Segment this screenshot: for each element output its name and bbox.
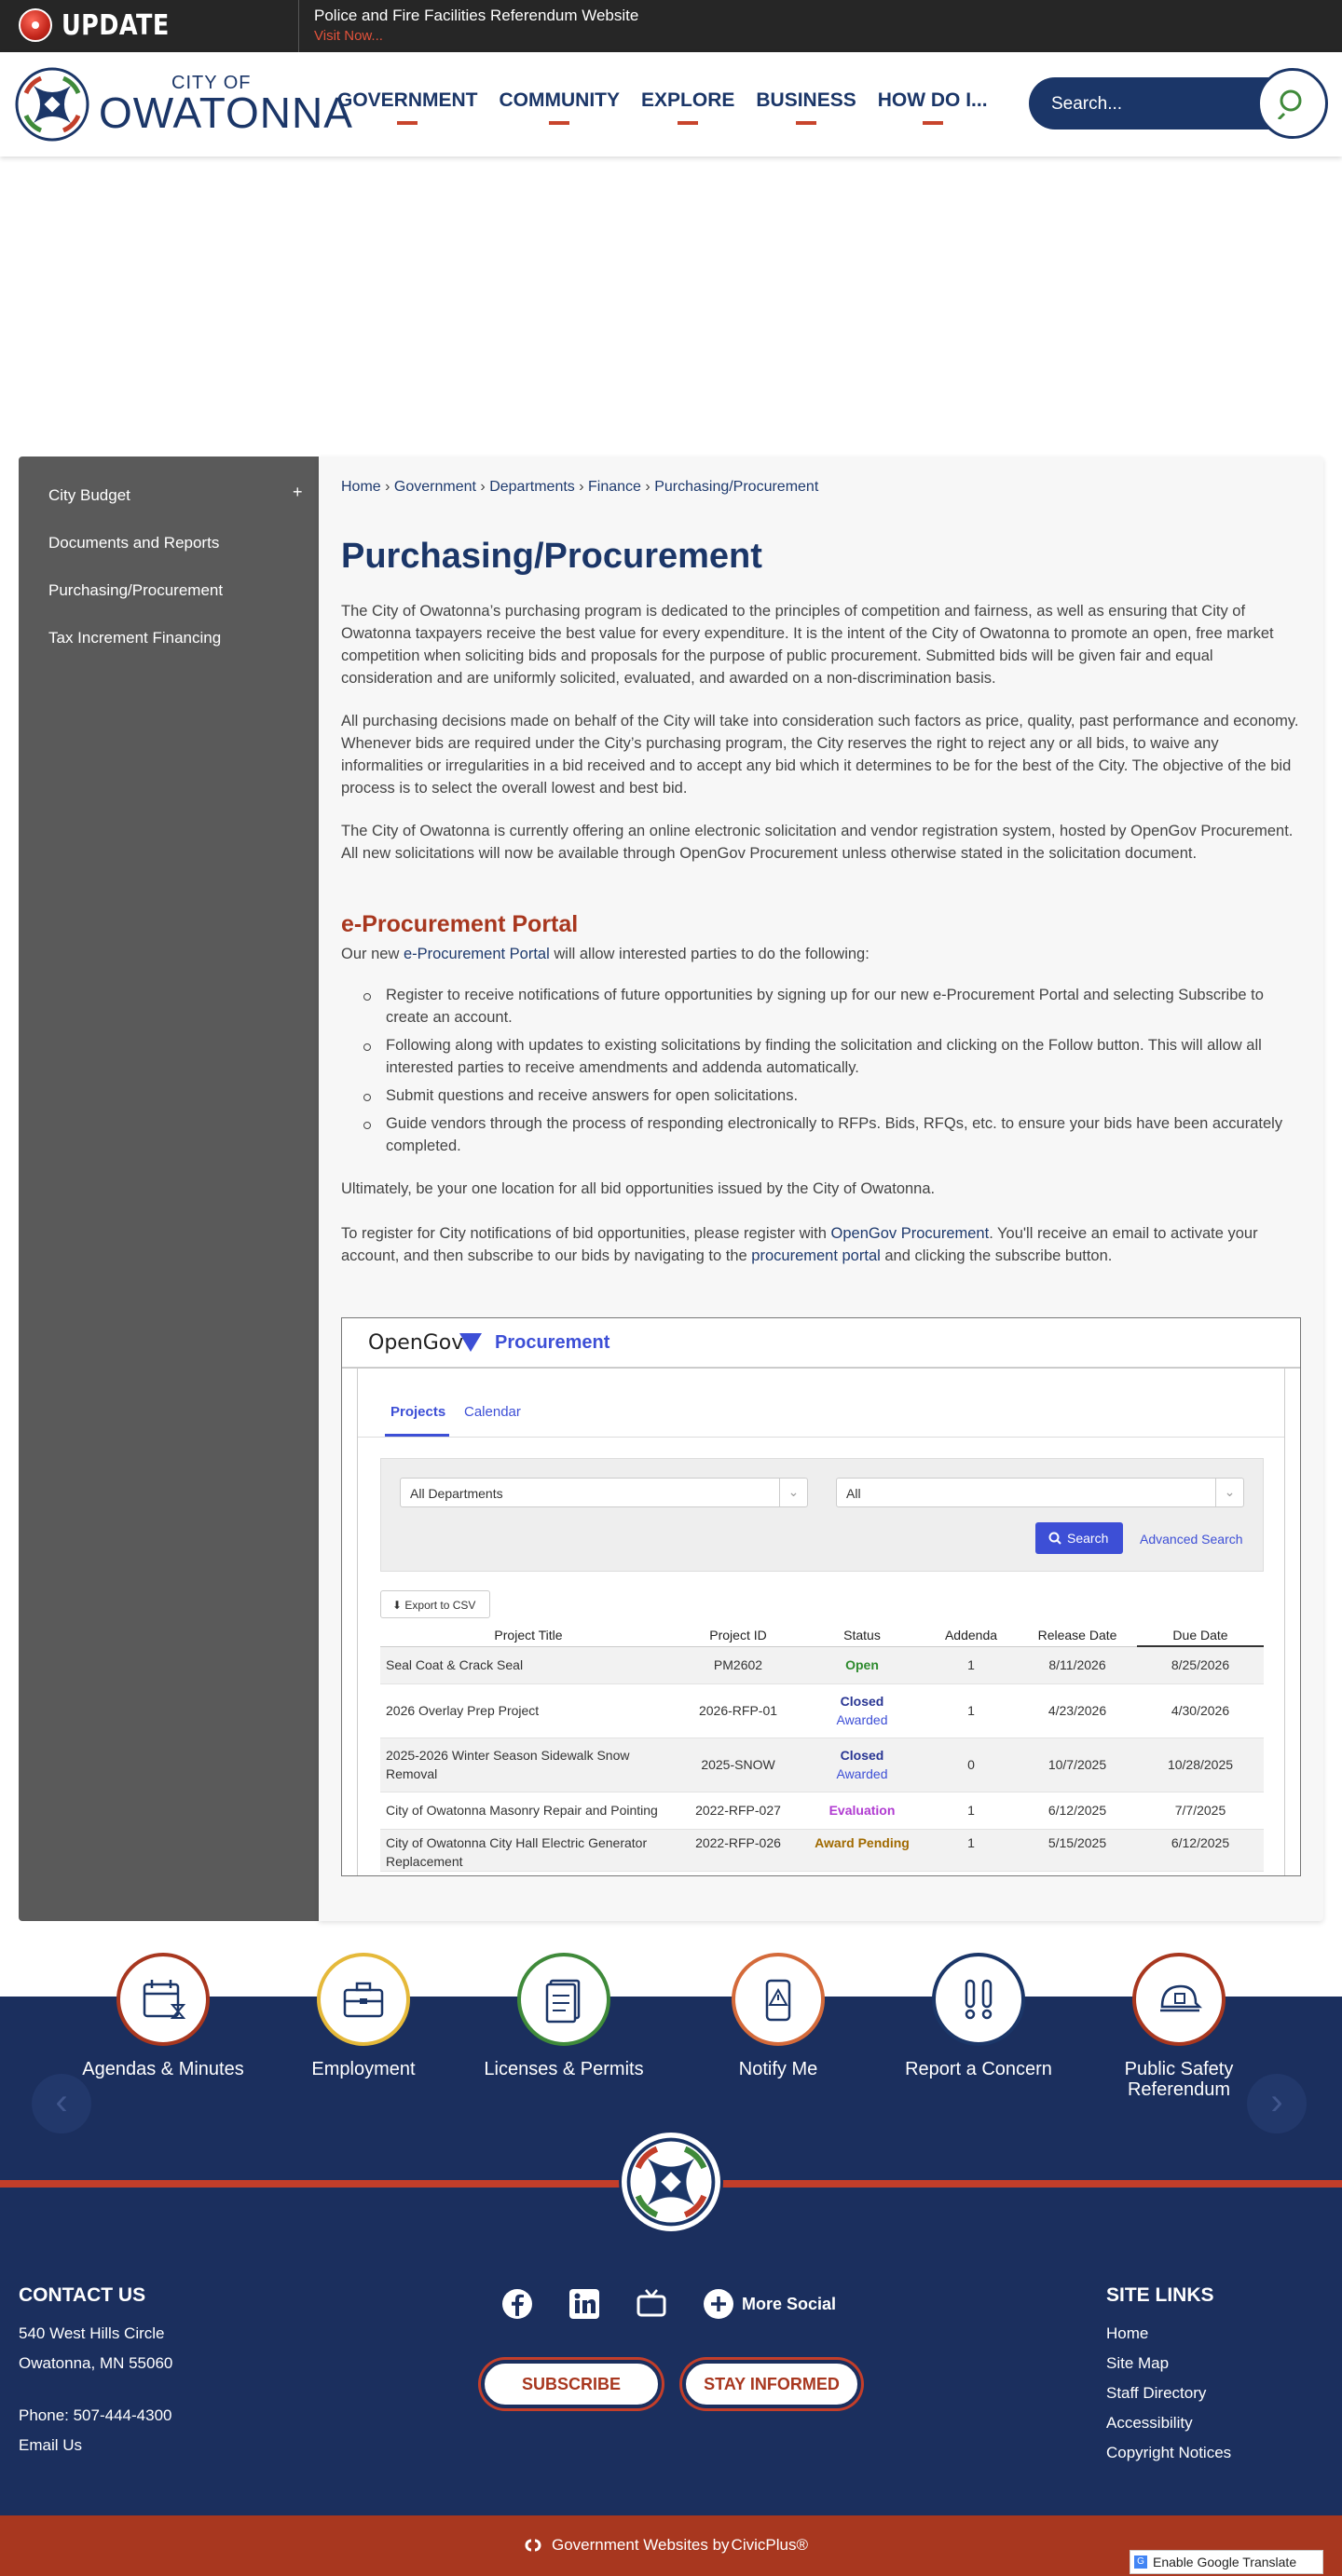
due-date: 4/30/2026 [1137, 1683, 1264, 1738]
paragraph-one-location: Ultimately, be your one location for all bid opportunities issued by the City of Owatonna. [341, 1180, 936, 1197]
address-line-1: 540 West Hills Circle [19, 2324, 165, 2342]
projects-table [380, 1624, 1264, 1872]
nav-label: EXPLORE [641, 89, 735, 111]
search-input[interactable]: Search... [1029, 77, 1299, 129]
export-label: Export to CSV [404, 1599, 476, 1612]
sidebar-item-tif[interactable]: Tax Increment Financing [48, 629, 222, 647]
nav-explore[interactable] [641, 89, 734, 112]
quicklink-notify[interactable] [680, 1953, 876, 2079]
project-id: 2022-RFP-027 [677, 1792, 800, 1829]
quicklink-label: Agendas & Minutes [82, 2059, 244, 2079]
tab-calendar[interactable]: Calendar [464, 1404, 521, 1420]
carousel-next-icon[interactable]: › [1247, 2074, 1307, 2133]
due-date: 6/12/2025 [1137, 1829, 1264, 1871]
text: To register for City notifications of bid opportunities, please register with [341, 1225, 831, 1242]
text: Our new [341, 946, 404, 962]
breadcrumb-sep: › [579, 479, 584, 495]
list-item: Submit questions and receive answers for open solicitations. [363, 1084, 1305, 1107]
exclamation-icon [932, 1953, 1025, 2046]
site-search [1029, 68, 1327, 139]
more-social-button[interactable] [703, 2288, 836, 2320]
breadcrumb-departments[interactable]: Departments [489, 479, 575, 495]
release-date: 4/23/2026 [1018, 1683, 1137, 1738]
breadcrumb-purchasing[interactable]: Purchasing/Procurement [654, 479, 819, 495]
breadcrumb [341, 479, 818, 496]
search-icon [1277, 88, 1308, 119]
project-title[interactable]: 2026 Overlay Prep Project [380, 1683, 677, 1738]
procurement-portal-link[interactable]: procurement portal [751, 1247, 881, 1264]
breadcrumb-government[interactable]: Government [393, 479, 476, 495]
project-title[interactable]: City of Owatonna City Hall Electric Generator Replacement [380, 1829, 677, 1871]
opengov-logo: OpenGov [368, 1331, 464, 1355]
alert-visit-link[interactable]: Visit Now... [314, 28, 383, 44]
status-select[interactable] [836, 1478, 1244, 1507]
project-title[interactable]: City of Owatonna Masonry Repair and Pointing [380, 1792, 677, 1829]
export-csv-button[interactable] [380, 1590, 490, 1618]
opengov-tabs [358, 1369, 1284, 1438]
column-header[interactable]: Due Date [1137, 1624, 1264, 1646]
civicplus-logo-icon [522, 2539, 544, 2552]
addenda: 1 [924, 1646, 1018, 1683]
search-projects-button[interactable] [1035, 1522, 1123, 1554]
site-links-heading: SITE LINKS [1106, 2284, 1214, 2306]
main-nav [337, 89, 1009, 112]
breadcrumb-finance[interactable]: Finance [588, 479, 641, 495]
nav-business[interactable] [756, 89, 856, 112]
opengov-logo-icon [459, 1333, 482, 1352]
due-date: 7/7/2025 [1137, 1792, 1264, 1829]
breadcrumb-home[interactable]: Home [341, 479, 381, 495]
logo-city-of: CITY OF [171, 73, 252, 93]
more-social-label: More Social [742, 2294, 837, 2313]
site-link-home[interactable]: Home [1106, 2324, 1149, 2342]
addenda: 1 [924, 1792, 1018, 1829]
project-id: 2025-SNOW [677, 1738, 800, 1792]
status-subtext: Awarded [836, 1766, 888, 1781]
breadcrumb-sep: › [480, 479, 486, 495]
project-status [800, 1646, 924, 1683]
project-title[interactable]: Seal Coat & Crack Seal [380, 1646, 677, 1683]
opengov-header [342, 1318, 1300, 1369]
project-id: 2026-RFP-01 [677, 1683, 800, 1738]
quicklink-label: Employment [311, 2059, 416, 2079]
tab-projects[interactable]: Projects [390, 1404, 446, 1420]
filter-panel [380, 1458, 1264, 1572]
plus-icon [703, 2288, 734, 2320]
status-text: Evaluation [828, 1803, 896, 1818]
project-id: PM2602 [677, 1646, 800, 1683]
department-select[interactable] [400, 1478, 808, 1507]
quicklink-licenses[interactable] [466, 1953, 662, 2079]
quicklink-agendas[interactable] [65, 1953, 261, 2079]
download-icon: ⬇ [392, 1599, 405, 1612]
contact-heading: CONTACT US [19, 2284, 146, 2306]
alert-banner [0, 0, 1342, 52]
column-header[interactable]: Status [800, 1624, 924, 1646]
project-id: 2022-RFP-026 [677, 1829, 800, 1871]
release-date: 6/12/2025 [1018, 1792, 1137, 1829]
sidebar-item-documents[interactable]: Documents and Reports [48, 534, 220, 552]
project-status [800, 1738, 924, 1792]
column-header[interactable]: Addenda [924, 1624, 1018, 1646]
column-header[interactable]: Release Date [1018, 1624, 1137, 1646]
addenda: 0 [924, 1738, 1018, 1792]
quicklink-report[interactable] [881, 1953, 1076, 2079]
document-icon [517, 1953, 610, 2046]
linkedin-icon[interactable] [568, 2288, 600, 2324]
due-date: 8/25/2026 [1137, 1646, 1264, 1683]
translate-label: Enable Google Translate [1153, 2555, 1297, 2569]
site-header [0, 52, 1342, 157]
briefcase-icon [317, 1953, 410, 2046]
quicklink-referendum[interactable] [1081, 1953, 1277, 2100]
helmet-icon [1132, 1953, 1226, 2046]
city-logo[interactable] [13, 67, 353, 142]
site-link-accessibility[interactable]: Accessibility [1106, 2414, 1193, 2432]
credit-text: Government Websites by [552, 2536, 730, 2554]
column-header[interactable]: Project ID [677, 1624, 800, 1646]
text: will allow interested parties to do the following: [549, 946, 870, 962]
addenda: 1 [924, 1683, 1018, 1738]
civicplus-credit [522, 2536, 808, 2555]
table-row[interactable] [380, 1792, 1264, 1829]
site-link-sitemap[interactable]: Site Map [1106, 2354, 1170, 2372]
facebook-icon[interactable] [501, 2288, 533, 2324]
nav-label: BUSINESS [756, 89, 856, 111]
nav-label: GOVERNMENT [337, 89, 478, 111]
chevron-down-icon: ⌄ [1215, 1479, 1243, 1506]
status-text: Award Pending [815, 1834, 910, 1850]
status-text: Closed [840, 1694, 884, 1709]
project-status [800, 1683, 924, 1738]
portal-features-list [363, 984, 1305, 1163]
paragraph-decisions: All purchasing decisions made on behalf of the City will take into consideration such factors as price, quality, past performance and economy. Whenever bids are required under the City’s purchasing program, the City reserves the right to reject any or all bids, to waive any informalities or irregularities in a bid received and to accept any bid which it determines to be for the best of the City. The objective of the bid process is to select the overall lowest and best bid. [341, 713, 1299, 797]
list-item: Guide vendors through the process of responding electronically to RFPs. Bids, RFQs, etc. to ensure your bids have been accurately completed. [363, 1112, 1305, 1157]
project-status [800, 1829, 924, 1871]
email-link[interactable]: Email Us [19, 2436, 83, 2454]
nav-government[interactable] [337, 89, 478, 112]
site-link-staff[interactable]: Staff Directory [1106, 2384, 1207, 2402]
sidebar-item-purchasing[interactable]: Purchasing/Procurement [48, 581, 224, 599]
alert-message[interactable] [314, 6, 638, 47]
table-row[interactable] [380, 1646, 1264, 1683]
column-header[interactable]: Project Title [380, 1624, 677, 1646]
table-row[interactable] [380, 1738, 1264, 1792]
list-item: Following along with updates to existing solicitations by finding the solicitation and clicking on the Follow button. This will allow all interested parties to receive amendments and addenda automatically. [363, 1034, 1305, 1079]
text: and clicking the subscribe button. [880, 1247, 1113, 1264]
footer-seal-icon [619, 2130, 723, 2234]
opengov-embed [341, 1317, 1301, 1876]
breadcrumb-sep: › [385, 479, 390, 495]
nav-label: COMMUNITY [499, 89, 621, 111]
search-button-label: Search [1067, 1531, 1109, 1546]
nav-community[interactable] [500, 89, 621, 112]
paragraph-register [341, 1222, 1301, 1267]
release-date: 5/15/2025 [1018, 1829, 1137, 1871]
tv-icon[interactable] [636, 2288, 667, 2324]
project-title[interactable]: 2025-2026 Winter Season Sidewalk Snow Removal [380, 1738, 677, 1792]
expand-icon[interactable]: + [293, 483, 303, 501]
paragraph-opengov: The City of Owatonna is currently offering an online electronic solicitation and vendor registration system, hosted by OpenGov Procurement. All new solicitations will now be available through OpenGov Procurement unless otherwise stated in the solicitation document. [341, 823, 1294, 862]
quicklink-label: Licenses & Permits [484, 2059, 644, 2079]
main-content [319, 457, 1323, 1921]
logo-name: OWATONNA [99, 89, 353, 137]
breadcrumb-sep: › [645, 479, 650, 495]
search-button[interactable] [1257, 68, 1328, 139]
text: . You'll receive an email to activate your account, and then subscribe to our bids by navigating to the [341, 1225, 1258, 1264]
calendar-icon [116, 1953, 210, 2046]
quicklink-label: Report a Concern [905, 2059, 1052, 2079]
stay-informed-button[interactable]: STAY INFORMED [682, 2360, 861, 2408]
notification-icon [732, 1953, 825, 2046]
page-title: Purchasing/Procurement [341, 537, 762, 576]
status-subtext: Awarded [836, 1712, 888, 1727]
release-date: 10/7/2025 [1018, 1738, 1137, 1792]
e-procurement-link[interactable]: e-Procurement Portal [403, 946, 550, 962]
table-row[interactable] [380, 1683, 1264, 1738]
chevron-down-icon: ⌄ [779, 1479, 807, 1506]
opengov-procurement-link[interactable]: OpenGov Procurement [830, 1225, 990, 1242]
sidebar-item-city-budget[interactable]: City Budget [48, 486, 130, 504]
civicplus-link[interactable]: CivicPlus® [731, 2536, 808, 2554]
google-translate-icon: G [1134, 2556, 1147, 2569]
portal-intro [341, 943, 1301, 965]
nav-how-do-i[interactable] [878, 89, 988, 112]
table-row[interactable] [380, 1829, 1264, 1871]
status-select-value: All [846, 1486, 861, 1501]
site-link-copyright[interactable]: Copyright Notices [1106, 2444, 1232, 2461]
google-translate-button[interactable] [1130, 2550, 1323, 2574]
addenda: 1 [924, 1829, 1018, 1871]
project-status [800, 1792, 924, 1829]
carousel-prev-icon[interactable]: ‹ [32, 2074, 91, 2133]
list-item: Register to receive notifications of future opportunities by signing up for our new e-Procurement Portal and selecting Subscribe to create an account. [363, 984, 1305, 1029]
opengov-product: Procurement [495, 1332, 610, 1353]
alert-title: UPDATE [62, 8, 170, 42]
status-text: Open [845, 1657, 879, 1672]
quicklink-label: Notify Me [738, 2059, 818, 2079]
section-heading: e-Procurement Portal [341, 911, 579, 937]
alert-message-text[interactable]: Police and Fire Facilities Referendum Website [314, 7, 639, 24]
opengov-panel [357, 1369, 1285, 1876]
status-text: Closed [840, 1748, 884, 1763]
nav-label: HOW DO I... [877, 89, 988, 111]
address-line-2: Owatonna, MN 55060 [19, 2354, 173, 2372]
quicklink-employment[interactable] [266, 1953, 461, 2079]
release-date: 8/11/2026 [1018, 1646, 1137, 1683]
paragraph-intro: The City of Owatonna’s purchasing program is dedicated to the principles of competition and fairness, as well as ensuring that City of Owatonna taxpayers receive the best value for every expenditure. It is the intent of the City of Owatonna to promote an open, free market competition when soliciting bids and proposals for the purpose of public procurement. Submitted bids will be given fair and equal consideration and are uniformly solicited, evaluated, and awarded on a non-discrimination basis. [341, 603, 1274, 687]
advanced-search-link[interactable]: Advanced Search [1140, 1532, 1243, 1547]
city-seal-icon [13, 65, 91, 143]
sidebar [19, 457, 319, 1921]
search-icon [1048, 1532, 1061, 1545]
subscribe-button[interactable]: SUBSCRIBE [481, 2360, 662, 2408]
quicklink-label: Public Safety Referendum [1124, 2059, 1234, 2100]
alert-label [19, 8, 188, 42]
phone[interactable]: Phone: 507-444-4300 [19, 2406, 172, 2424]
department-select-value: All Departments [410, 1486, 503, 1501]
due-date: 10/28/2025 [1137, 1738, 1264, 1792]
alert-icon [19, 8, 52, 42]
